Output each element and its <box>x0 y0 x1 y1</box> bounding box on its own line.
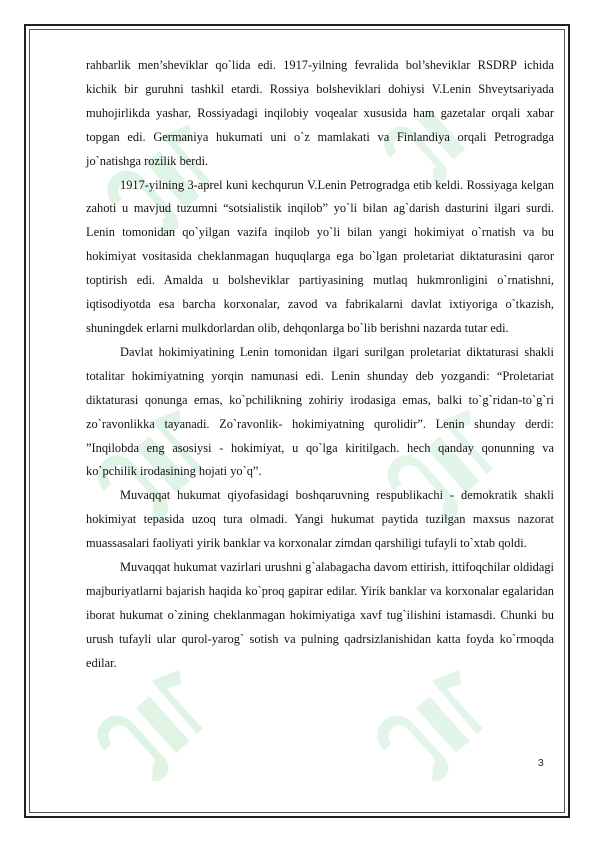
paragraph-continuation: rahbarlik men’sheviklar qo`lida edi. 1917-yilning fevralida bol’sheviklar RSDRP ichida kichik bir guruhni tashkil etardi. Rossiya bolsheviklari dohiysi V.Lenin Shveytsariyada muhojirlikda yashar, Rossiyadagi inqilobiy voqealar xususida ham gazetalar orqali xabar topgan edi. Germaniya hukumati uni o`z mamlakati va Finlandiya orqali Petrogradga jo`natishga rozilik berdi. <box>86 58 554 168</box>
paragraph-provisional-government: Muvaqqat hukumat qiyofasidagi boshqaruvning respublikachi - demokratik shakli hokimiyat tepasida uzoq tura olmadi. Yangi hukumat paytida tuzilgan maxsus nazorat muassasalari faoliyati yirik banklar va korxonalar zimdan qarshiligi tufayli to`xtab qoldi. <box>86 488 554 551</box>
paragraph-ministers-war: Muvaqqat hukumat vazirlari urushni g`alabagacha davom ettirish, ittifoqchilar oldidagi majburiyatlarni bajarish haqida ko`proq gapirar edilar. Yirik banklar va korxonalar egalaridan iborat hukumat o`zining cheklanmagan hokimiyatiga xavf tug`ilishini istamasdi. Chunki bu urush tufayli ular qurol-yarog` sotish va pulning qadrsizlanishidan katta foyda ko`rmoqda edilar. <box>86 560 554 670</box>
page-number: 3 <box>538 758 544 769</box>
paragraph-proletariat-dictatorship: Davlat hokimiyatining Lenin tomonidan ilgari surilgan proletariat diktaturasi shakli totalitar hokimiyatning yorqin namunasi edi. Lenin shunday deb yozgandi: “Proletariat diktaturasi qonunga emas, ko`pchilikning zohiriy irodasiga emas, balki to`g`ridan-to`g`ri zo`ravonlikka tayanadi. Zo`ravonlik- hokimiyatning qurolidir”. Lenin shunday derdi: ”Inqilobda eng asosiysi - hokimiyat, u qo`lga kiritilgach. hech qanday qonunning va ko`pchilik irodasining hojati yo`q”. <box>86 344 554 479</box>
paragraph-lenin-arrival: 1917-yilning 3-aprel kuni kechqurun V.Lenin Petrogradga etib keldi. Rossiyaga kelgan zahoti u mavjud tuzumni “sotsialistik inqilob” yo`li bilan ag`darish dasturini ilgari surdi. Lenin tomonidan qo`yilgan vazifa inqilob yo`li bilan yangi hokimiyat o`rnatish va bu hokimiyat vositasida cheklanmagan huquqlarga ega bo`lgan proletariat diktaturasini qaror toptirish edi. Amalda u bolsheviklar partiyasining mutlaq hukmronligini o`rnatishni, iqtisodiyotda esa barcha korxonalar, zavod va fabrikalarni davlat ixtiyoriga o`tkazish, shuningdek erlarni mulkdorlardan olib, dehqonlarga bo`lib berishni nazarda tutar edi. <box>86 177 554 335</box>
document-body <box>86 54 554 676</box>
